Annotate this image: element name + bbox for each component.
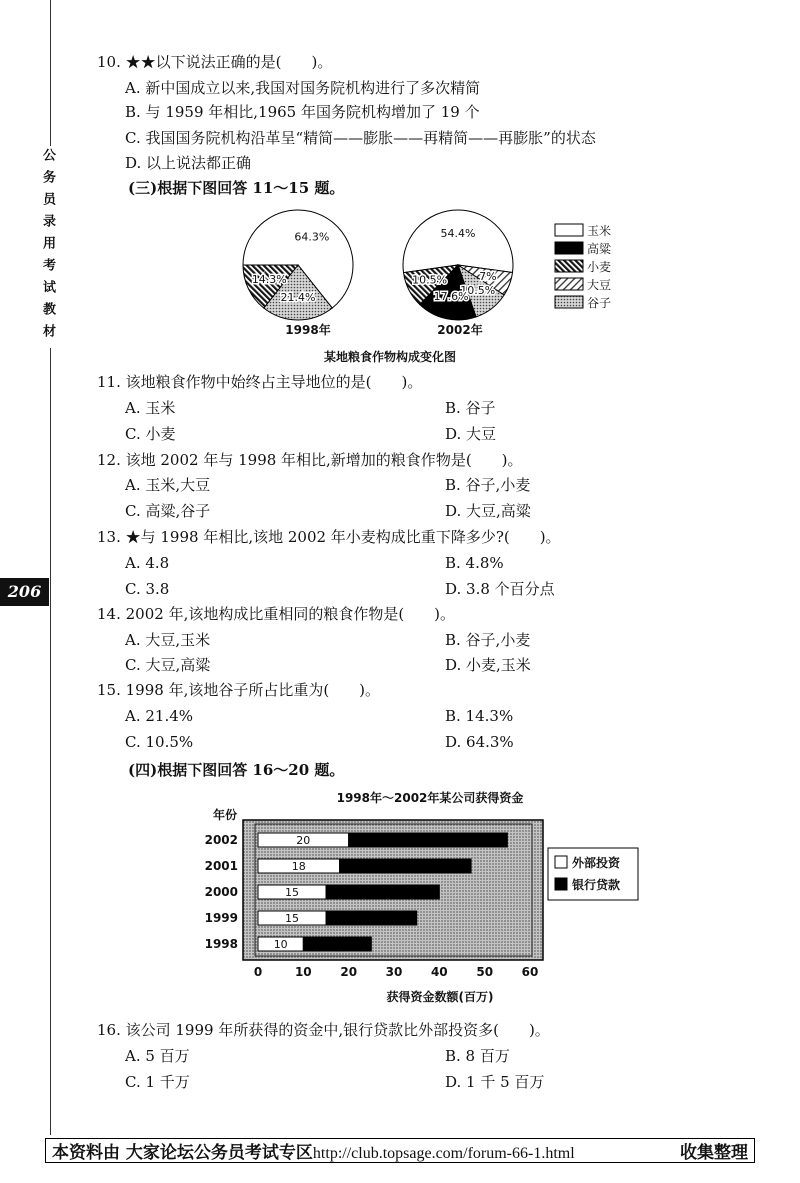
pie-slice-label: 10.5% xyxy=(412,273,448,287)
pie-year-label: 1998年 xyxy=(285,323,331,337)
question-14-option-d: D. 小麦,玉米 xyxy=(445,656,531,674)
bar-value-label: 15 xyxy=(285,912,299,925)
question-13-option-c: C. 3.8 xyxy=(125,580,170,598)
pie-slice-label: 14.3% xyxy=(251,272,287,286)
bar-bank-loan xyxy=(326,911,417,925)
pie-slice-label: 21.4% xyxy=(280,290,316,304)
legend-swatch xyxy=(555,224,583,236)
question-16-option-d: D. 1 千 5 百万 xyxy=(445,1073,545,1091)
x-tick-label: 0 xyxy=(253,965,263,979)
footer-url: http://club.topsage.com/forum-66-1.html xyxy=(312,1145,575,1162)
question-11-option-d: D. 大豆 xyxy=(445,425,497,443)
pie-slice-label: 7% xyxy=(479,270,497,284)
question-12-option-b: B. 谷子,小麦 xyxy=(445,476,531,494)
x-tick-label: 50 xyxy=(476,965,494,979)
bar-value-label: 15 xyxy=(285,886,299,899)
crop-composition-pie-figure xyxy=(230,205,630,370)
question-15-stem: 15. 1998 年,该地谷子所占比重为( )。 xyxy=(97,681,381,699)
legend-label: 小麦 xyxy=(587,260,612,274)
pie-year-label: 2002年 xyxy=(437,323,483,337)
footer-source xyxy=(52,1138,575,1163)
bar-legend-swatch xyxy=(555,856,567,868)
question-12-option-c: C. 高粱,谷子 xyxy=(125,502,211,520)
bar-bank-loan xyxy=(303,937,371,951)
pie-slice-label: 10.5% xyxy=(460,284,496,298)
page-number: 206 xyxy=(0,578,49,606)
x-tick-label: 40 xyxy=(430,965,448,979)
question-16-option-b: B. 8 百万 xyxy=(445,1047,510,1065)
pie-legend xyxy=(555,223,612,310)
y-axis-label: 年份 xyxy=(212,808,238,822)
x-tick-label: 10 xyxy=(294,965,312,979)
x-tick-label: 60 xyxy=(521,965,539,979)
source-footer xyxy=(45,1138,755,1163)
y-tick-label: 2001 xyxy=(204,859,238,873)
question-15-option-a: A. 21.4% xyxy=(125,707,194,725)
company-funding-bar-chart xyxy=(195,788,650,1008)
question-14-option-c: C. 大豆,高粱 xyxy=(125,656,211,674)
footer-suffix: 收集整理 xyxy=(680,1143,748,1163)
legend-swatch xyxy=(555,296,583,308)
question-10-option-b: B. 与 1959 年相比,1965 年国务院机构增加了 19 个 xyxy=(125,103,480,121)
question-10-stem: 10. ★★以下说法正确的是( )。 xyxy=(97,53,333,71)
question-13-option-a: A. 4.8 xyxy=(125,554,170,572)
legend-swatch xyxy=(555,278,583,290)
bar-chart-title: 1998年～2002年某公司获得资金 xyxy=(336,791,524,805)
x-tick-label: 30 xyxy=(385,965,403,979)
bar-legend-swatch xyxy=(555,878,567,890)
section-4-heading: (四)根据下图回答 16～20 题。 xyxy=(128,761,345,779)
bar-legend-label: 外部投资 xyxy=(572,856,621,870)
y-tick-label: 1998 xyxy=(204,937,238,951)
bar-bank-loan xyxy=(349,833,508,847)
bar-value-label: 20 xyxy=(296,834,311,847)
legend-label: 高粱 xyxy=(587,242,612,256)
bar-bank-loan xyxy=(340,859,471,873)
question-15-option-c: C. 10.5% xyxy=(125,733,194,751)
question-13-option-d: D. 3.8 个百分点 xyxy=(445,580,555,598)
y-tick-label: 1999 xyxy=(204,911,238,925)
legend-swatch xyxy=(555,260,583,272)
pie-slice xyxy=(403,210,513,273)
question-16-option-a: A. 5 百万 xyxy=(125,1047,190,1065)
legend-swatch xyxy=(555,242,583,254)
footer-prefix: 本资料由 大家论坛公务员考试专区 xyxy=(52,1143,313,1163)
legend-label: 大豆 xyxy=(587,278,612,292)
question-11-option-a: A. 玉米 xyxy=(125,399,176,417)
legend-label: 玉米 xyxy=(587,224,612,238)
y-tick-label: 2000 xyxy=(204,885,238,899)
question-16-option-c: C. 1 千万 xyxy=(125,1073,190,1091)
question-12-option-a: A. 玉米,大豆 xyxy=(125,476,211,494)
question-11-option-b: B. 谷子 xyxy=(445,399,496,417)
question-10-option-a: A. 新中国成立以来,我国对国务院机构进行了多次精简 xyxy=(125,79,481,97)
question-11-stem: 11. 该地粮食作物中始终占主导地位的是( )。 xyxy=(97,373,423,391)
bar-legend-label: 银行贷款 xyxy=(572,878,621,892)
section-3-heading: (三)根据下图回答 11～15 题。 xyxy=(128,179,345,197)
question-13-stem: 13. ★与 1998 年相比,该地 2002 年小麦构成比重下降多少?( )。 xyxy=(97,528,561,546)
bar-bank-loan xyxy=(326,885,439,899)
legend-label: 谷子 xyxy=(587,296,612,310)
bar-value-label: 10 xyxy=(273,938,288,951)
question-14-option-a: A. 大豆,玉米 xyxy=(125,631,211,649)
book-series-title: 公务员录用考试教材 xyxy=(40,148,55,346)
question-15-option-b: B. 14.3% xyxy=(445,707,514,725)
x-tick-label: 20 xyxy=(340,965,358,979)
question-14-stem: 14. 2002 年,该地构成比重相同的粮食作物是( )。 xyxy=(97,605,456,623)
pie-0 xyxy=(243,210,353,320)
question-15-option-d: D. 64.3% xyxy=(445,733,514,751)
question-12-stem: 12. 该地 2002 年与 1998 年相比,新增加的粮食作物是( )。 xyxy=(97,451,523,469)
pie-slice-label: 17.6% xyxy=(433,290,469,304)
question-13-option-b: B. 4.8% xyxy=(445,554,504,572)
question-10-option-d: D. 以上说法都正确 xyxy=(125,154,252,172)
pie-1 xyxy=(403,210,513,320)
question-10-option-c: C. 我国国务院机构沿革呈“精简——膨胀——再精简——再膨胀”的状态 xyxy=(125,129,596,147)
pie-figure-caption: 某地粮食作物构成变化图 xyxy=(323,350,457,364)
pie-slice-label: 54.4% xyxy=(440,227,476,241)
question-14-option-b: B. 谷子,小麦 xyxy=(445,631,531,649)
x-axis-label: 获得资金数额(百万) xyxy=(386,990,494,1004)
bar-value-label: 18 xyxy=(291,860,306,873)
pie-slice-label: 64.3% xyxy=(294,230,330,244)
question-12-option-d: D. 大豆,高粱 xyxy=(445,502,531,520)
y-tick-label: 2002 xyxy=(204,833,238,847)
question-11-option-c: C. 小麦 xyxy=(125,425,176,443)
question-16-stem: 16. 该公司 1999 年所获得的资金中,银行贷款比外部投资多( )。 xyxy=(97,1021,550,1039)
bar-legend xyxy=(548,848,638,900)
